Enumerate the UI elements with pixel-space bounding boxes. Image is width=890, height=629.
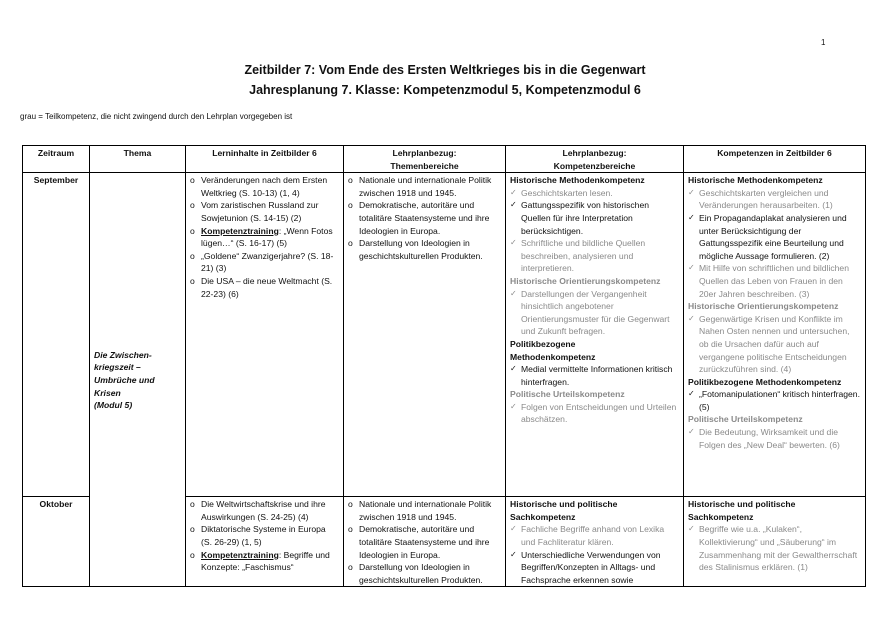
legend-note: grau = Teilkompetenz, die nicht zwingend durch den Lehrplan vorgegeben ist: [20, 112, 293, 121]
header-kompb-line1: Lehrplanbezug:: [562, 148, 627, 158]
table-header-row: [23, 146, 866, 173]
theme-line: kriegszeit –: [94, 362, 141, 373]
list-item: o Kompetenztraining: Begriffe und Konzepte: „Faschismus“: [190, 549, 339, 574]
list-item: o Kompetenztraining: „Wenn Fotos lügen…“ (S. 16-17) (5): [190, 225, 339, 250]
header-zeitraum: Zeitraum: [23, 146, 90, 173]
list-item: ✓ Folgen von Entscheidungen und Urteilen abschätzen.: [510, 401, 679, 426]
list-item: o Vom zaristischen Russland zur Sowjetunion (S. 14-15) (2): [190, 199, 339, 224]
page-number: 1: [821, 38, 826, 47]
document-subtitle: Jahresplanung 7. Klasse: Kompetenzmodul 5, Kompetenzmodul 6: [249, 83, 641, 97]
list-item: ✓ Mit Hilfe von schriftlichen und bildlichen Quellen das Leben von Frauen in den 20er Jahren beschreiben. (3): [688, 262, 861, 300]
list-item: o Demokratische, autoritäre und totalitäre Staatensysteme und ihre Ideologien in Europa.: [348, 199, 501, 237]
theme-cell: [90, 173, 186, 587]
header-lerninhalte: Lerninhalte in Zeitbilder 6: [186, 146, 344, 173]
table-row-september: [23, 173, 866, 497]
header-themen-line2: Themenbereiche: [390, 160, 459, 171]
theme-line: Krisen: [94, 387, 121, 398]
kompetenzbereiche-september: [506, 173, 684, 497]
themenbereiche-oktober: [344, 497, 506, 587]
section-heading: Historische Orientierungskompetenz: [510, 275, 661, 286]
list-item: o „Goldene“ Zwanzigerjahre? (S. 18-21) (3): [190, 250, 339, 275]
header-kompb-line2: Kompetenzbereiche: [553, 160, 636, 171]
section-heading: Politikbezogene Methodenkompetenz: [688, 376, 842, 387]
section-heading: Methodenkompetenz: [510, 351, 596, 362]
list-item: ✓ Geschichtskarten lesen.: [510, 187, 679, 200]
kompetenzen-oktober: [684, 497, 866, 587]
list-item: ✓ Die Bedeutung, Wirksamkeit und die Folgen des „New Deal“ bewerten. (6): [688, 426, 861, 451]
themenbereiche-september: [344, 173, 506, 497]
month-oktober: Oktober: [23, 497, 90, 587]
list-item: o Die USA – die neue Weltmacht (S. 22-23) (6): [190, 275, 339, 300]
theme-line: Die Zwischen-: [94, 349, 152, 360]
list-item: ✓ Darstellungen der Vergangenheit hinsichtlich angebotener Orientierungsmuster für die Gegenwart und Zukunft befragen.: [510, 288, 679, 338]
lerninhalte-september: [186, 173, 344, 497]
header-themenbereiche: [344, 146, 506, 173]
list-item: o Diktatorische Systeme in Europa (S. 26-29) (1, 5): [190, 523, 339, 548]
list-item: o Nationale und internationale Politik zwischen 1918 und 1945.: [348, 498, 501, 523]
kompetenzbereiche-oktober: [506, 497, 684, 587]
list-item: ✓ Fachliche Begriffe anhand von Lexika und Fachliteratur klären.: [510, 523, 679, 548]
header-kompetenzbereiche: [506, 146, 684, 173]
section-heading: Historische Methodenkompetenz: [688, 175, 823, 186]
list-item: ✓ Gegenwärtige Krisen und Konflikte im Nahen Osten nennen und untersuchen, ob die Ursachen dafür auch auf vergangene politische Entscheidungen zurückzuführen sind. (4): [688, 313, 861, 376]
kompetenztraining-label: Kompetenztraining: [201, 549, 279, 560]
section-heading: Politische Urteilskompetenz: [510, 389, 625, 400]
list-item: o Darstellung von Ideologien in geschichtskulturellen Produkten.: [348, 237, 501, 262]
plan-table: [22, 145, 866, 587]
list-item: ✓ „Fotomanipulationen“ kritisch hinterfragen. (5): [688, 388, 861, 413]
section-heading: Politische Urteilskompetenz: [688, 414, 803, 425]
list-item: ✓ Ein Propagandaplakat analysieren und unter Berücksichtigung der Gattungsspezifik eine Beurteilung und mögliche Aussage formulieren. (2): [688, 212, 861, 262]
list-item: ✓ Geschichtskarten vergleichen und Veränderungen herausarbeiten. (1): [688, 187, 861, 212]
section-heading: Politikbezogene: [510, 338, 576, 349]
list-item: o Nationale und internationale Politik zwischen 1918 und 1945.: [348, 174, 501, 199]
list-item: o Veränderungen nach dem Ersten Weltkrieg (S. 10-13) (1, 4): [190, 174, 339, 199]
kompetenztraining-label: Kompetenztraining: [201, 225, 279, 236]
list-item: ✓ Begriffe wie u.a. „Kulaken“, Kollektivierung“ und „Säuberung“ im Zusammenhang mit der Gewaltherrschaft des Stalinismus erklären. (1): [688, 523, 861, 573]
theme-line: (Modul 5): [94, 400, 133, 411]
list-item: ✓ Medial vermittelte Informationen kritisch hinterfragen.: [510, 363, 679, 388]
section-heading: Sachkompetenz: [510, 511, 576, 522]
header-themen-line1: Lehrplanbezug:: [392, 148, 457, 158]
list-item: o Darstellung von Ideologien in geschichtskulturellen Produkten.: [348, 561, 501, 586]
theme-line: Umbrüche und: [94, 374, 155, 385]
section-heading: Historische und politische: [510, 499, 618, 510]
header-thema: Thema: [90, 146, 186, 173]
section-heading: Historische Orientierungskompetenz: [688, 301, 839, 312]
section-heading: Historische und politische: [688, 499, 796, 510]
list-item: o Demokratische, autoritäre und totalitäre Staatensysteme und ihre Ideologien in Europa.: [348, 523, 501, 561]
section-heading: Sachkompetenz: [688, 511, 754, 522]
list-item: ✓ Gattungsspezifik von historischen Quellen für ihre Interpretation berücksichtigen.: [510, 199, 679, 237]
list-item: ✓ Unterschiedliche Verwendungen von Begriffen/Konzepten in Alltags- und Fachsprache erkennen sowie: [510, 549, 679, 587]
lerninhalte-oktober: [186, 497, 344, 587]
document-title: Zeitbilder 7: Vom Ende des Ersten Weltkrieges bis in die Gegenwart: [244, 63, 646, 77]
header-kompetenzen: Kompetenzen in Zeitbilder 6: [684, 146, 866, 173]
list-item: ✓ Schriftliche und bildliche Quellen beschreiben, analysieren und interpretieren.: [510, 237, 679, 275]
section-heading: Historische Methodenkompetenz: [510, 175, 645, 186]
list-item: o Die Weltwirtschaftskrise und ihre Auswirkungen (S. 24-25) (4): [190, 498, 339, 523]
month-september: September: [23, 173, 90, 497]
kompetenzen-september: [684, 173, 866, 497]
